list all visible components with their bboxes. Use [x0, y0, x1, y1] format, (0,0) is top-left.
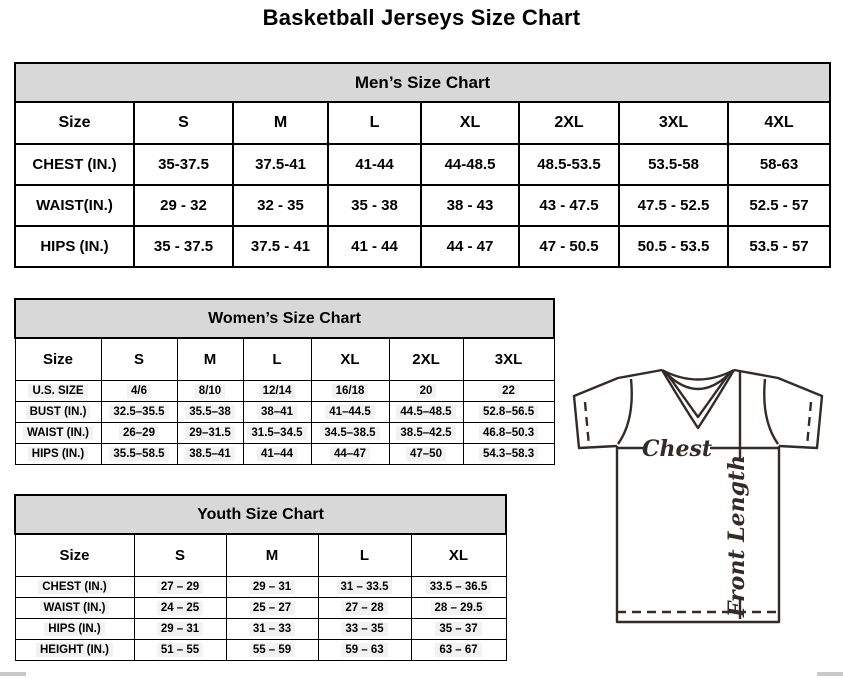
- table-row: [15, 299, 554, 338]
- table-cell: 35.5–38: [177, 402, 243, 423]
- table-row: [15, 598, 506, 619]
- table-cell: 58-63: [728, 144, 830, 185]
- row-label: U.S. SIZE: [15, 381, 101, 402]
- table-cell: 38 - 43: [421, 185, 519, 226]
- column-header: XL: [421, 102, 519, 144]
- row-label: CHEST (IN.): [15, 577, 134, 598]
- table-cell: 41 - 44: [328, 226, 421, 267]
- row-label: CHEST (IN.): [15, 144, 134, 185]
- column-header: Size: [15, 338, 101, 381]
- table-cell: 8/10: [177, 381, 243, 402]
- table-cell: 41-44: [328, 144, 421, 185]
- table-row: [15, 534, 506, 577]
- table-cell: 35 – 37: [411, 619, 506, 640]
- table-row: [15, 577, 506, 598]
- column-header: S: [134, 102, 233, 144]
- womens-table-title: Women’s Size Chart: [15, 299, 554, 338]
- table-row: [15, 338, 554, 381]
- scrollbar-fragment-right[interactable]: [817, 672, 843, 676]
- jersey-body-outline: [617, 446, 779, 622]
- row-label: BUST (IN.): [15, 402, 101, 423]
- table-cell: 4/6: [101, 381, 177, 402]
- mens-table-title: Men’s Size Chart: [15, 63, 830, 102]
- table-cell: 44-48.5: [421, 144, 519, 185]
- table-cell: 31 – 33: [226, 619, 318, 640]
- table-cell: 38–41: [243, 402, 311, 423]
- table-row: [15, 423, 554, 444]
- row-label: HIPS (IN.): [15, 226, 134, 267]
- column-header: Size: [15, 534, 134, 577]
- right-cuff-stitch-dashed-line: [807, 402, 811, 446]
- table-cell: 33.5 – 36.5: [411, 577, 506, 598]
- table-row: [15, 144, 830, 185]
- column-header: XL: [411, 534, 506, 577]
- table-row: [15, 226, 830, 267]
- table-row: [15, 495, 506, 534]
- column-header: XL: [311, 338, 389, 381]
- table-cell: 31 – 33.5: [318, 577, 411, 598]
- row-label: HIPS (IN.): [15, 444, 101, 465]
- column-header: M: [233, 102, 328, 144]
- table-row: [15, 402, 554, 423]
- table-cell: 12/14: [243, 381, 311, 402]
- table-cell: 35 - 38: [328, 185, 421, 226]
- table-cell: 52.5 - 57: [728, 185, 830, 226]
- youth-table-title: Youth Size Chart: [15, 495, 506, 534]
- table-cell: 63 – 67: [411, 640, 506, 661]
- table-cell: 29 – 31: [226, 577, 318, 598]
- table-cell: 26–29: [101, 423, 177, 444]
- front-length-label: Front Length: [724, 454, 750, 618]
- table-cell: 24 – 25: [134, 598, 226, 619]
- table-cell: 44 - 47: [421, 226, 519, 267]
- page-title: Basketball Jerseys Size Chart: [262, 5, 581, 30]
- table-row: [15, 381, 554, 402]
- row-label: WAIST (IN.): [15, 423, 101, 444]
- table-row: [15, 102, 830, 144]
- column-header: 3XL: [619, 102, 728, 144]
- column-header: S: [101, 338, 177, 381]
- table-cell: 53.5 - 57: [728, 226, 830, 267]
- column-header: L: [243, 338, 311, 381]
- table-cell: 20: [389, 381, 463, 402]
- table-cell: 51 – 55: [134, 640, 226, 661]
- column-header: 4XL: [728, 102, 830, 144]
- youth-size-table: [14, 494, 507, 661]
- table-cell: 47 - 50.5: [519, 226, 619, 267]
- column-header: L: [318, 534, 411, 577]
- jersey-measurement-diagram: [558, 362, 840, 634]
- left-cuff-stitch-dashed-line: [585, 402, 589, 446]
- table-cell: 35.5–58.5: [101, 444, 177, 465]
- row-label: WAIST (IN.): [15, 598, 134, 619]
- scrollbar-fragment-left[interactable]: [0, 672, 26, 676]
- table-cell: 52.8–56.5: [463, 402, 554, 423]
- table-cell: 16/18: [311, 381, 389, 402]
- table-cell: 27 – 29: [134, 577, 226, 598]
- table-row: [15, 63, 830, 102]
- table-cell: 22: [463, 381, 554, 402]
- table-cell: 32.5–35.5: [101, 402, 177, 423]
- table-cell: 35-37.5: [134, 144, 233, 185]
- table-cell: 53.5-58: [619, 144, 728, 185]
- table-cell: 47–50: [389, 444, 463, 465]
- mens-size-table: [14, 62, 831, 268]
- table-cell: 37.5-41: [233, 144, 328, 185]
- table-cell: 55 – 59: [226, 640, 318, 661]
- table-cell: 25 – 27: [226, 598, 318, 619]
- row-label: WAIST(IN.): [15, 185, 134, 226]
- table-cell: 38.5–41: [177, 444, 243, 465]
- table-cell: 59 – 63: [318, 640, 411, 661]
- table-cell: 28 – 29.5: [411, 598, 506, 619]
- row-label: HIPS (IN.): [15, 619, 134, 640]
- column-header: 2XL: [519, 102, 619, 144]
- column-header: M: [226, 534, 318, 577]
- table-cell: 33 – 35: [318, 619, 411, 640]
- womens-size-table: [14, 298, 555, 465]
- column-header: S: [134, 534, 226, 577]
- table-cell: 29–31.5: [177, 423, 243, 444]
- table-cell: 29 - 32: [134, 185, 233, 226]
- table-cell: 29 – 31: [134, 619, 226, 640]
- table-cell: 32 - 35: [233, 185, 328, 226]
- jersey-left-armhole-seam: [618, 379, 632, 444]
- table-row: [15, 619, 506, 640]
- table-cell: 46.8–50.3: [463, 423, 554, 444]
- table-cell: 44.5–48.5: [389, 402, 463, 423]
- table-cell: 35 - 37.5: [134, 226, 233, 267]
- jersey-right-armhole-seam: [764, 379, 778, 444]
- table-cell: 31.5–34.5: [243, 423, 311, 444]
- row-label: HEIGHT (IN.): [15, 640, 134, 661]
- column-header: Size: [15, 102, 134, 144]
- table-cell: 41–44.5: [311, 402, 389, 423]
- chest-label: Chest: [641, 436, 713, 462]
- table-row: [15, 640, 506, 661]
- column-header: 3XL: [463, 338, 554, 381]
- table-cell: 38.5–42.5: [389, 423, 463, 444]
- table-cell: 54.3–58.3: [463, 444, 554, 465]
- table-cell: 47.5 - 52.5: [619, 185, 728, 226]
- table-cell: 34.5–38.5: [311, 423, 389, 444]
- table-cell: 41–44: [243, 444, 311, 465]
- table-cell: 50.5 - 53.5: [619, 226, 728, 267]
- table-cell: 27 – 28: [318, 598, 411, 619]
- table-cell: 43 - 47.5: [519, 185, 619, 226]
- table-cell: 44–47: [311, 444, 389, 465]
- table-row: [15, 185, 830, 226]
- table-row: [15, 444, 554, 465]
- table-cell: 37.5 - 41: [233, 226, 328, 267]
- column-header: M: [177, 338, 243, 381]
- column-header: L: [328, 102, 421, 144]
- table-cell: 48.5-53.5: [519, 144, 619, 185]
- column-header: 2XL: [389, 338, 463, 381]
